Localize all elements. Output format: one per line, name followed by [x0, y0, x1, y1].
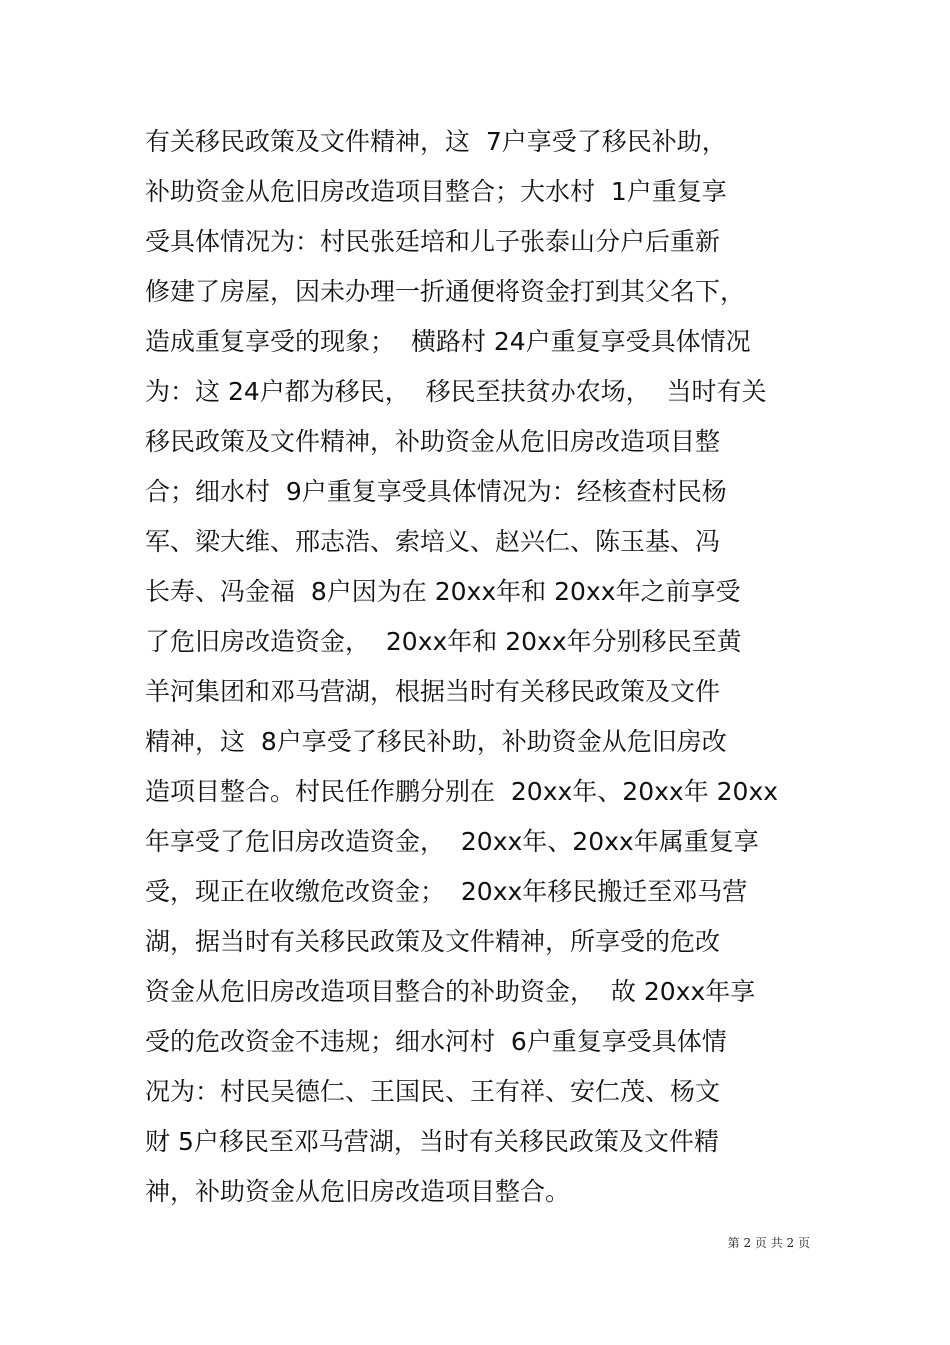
text-line: 了危旧房改造资金， 20xx年和 20xx年分别移民至黄 [145, 627, 742, 656]
text-line: 年享受了危旧房改造资金， 20xx年、20xx年属重复享 [145, 827, 759, 856]
text-line: 受具体情况为：村民张廷培和儿子张泰山分户后重新 [145, 227, 721, 256]
text-line: 造成重复享受的现象； 横路村 24户重复享受具体情况 [145, 327, 751, 356]
body-text [145, 117, 835, 1217]
text-line: 合；细水村 9户重复享受具体情况为：经核查村民杨 [145, 477, 727, 506]
text-line: 羊河集团和邓马营湖，根据当时有关移民政策及文件 [145, 677, 721, 706]
text-line: 况为：村民吴德仁、王国民、王有祥、安仁茂、杨文 [145, 1077, 721, 1106]
text-line: 资金从危旧房改造项目整合的补助资金， 故 20xx年享 [145, 977, 756, 1006]
text-line: 补助资金从危旧房改造项目整合；大水村 1户重复享 [145, 177, 727, 206]
text-line: 有关移民政策及文件精神，这 7户享受了移民补助， [145, 127, 727, 156]
text-line: 湖，据当时有关移民政策及文件精神，所享受的危改 [145, 927, 721, 956]
text-line: 神，补助资金从危旧房改造项目整合。 [145, 1177, 571, 1206]
text-line: 长寿、冯金福 8户因为在 20xx年和 20xx年之前享受 [145, 577, 741, 606]
text-line: 为：这 24户都为移民， 移民至扶贫办农场， 当时有关 [145, 377, 767, 406]
text-line: 财 5户移民至邓马营湖，当时有关移民政策及文件精 [145, 1127, 719, 1156]
text-line: 移民政策及文件精神，补助资金从危旧房改造项目整 [145, 427, 721, 456]
text-line: 修建了房屋，因未办理一折通便将资金打到其父名下， [145, 277, 746, 306]
text-line: 受，现正在收缴危改资金； 20xx年移民搬迁至邓马营 [145, 877, 748, 906]
page-number-footer: 第 2 页 共 2 页 [727, 1236, 810, 1250]
text-line: 精神，这 8户享受了移民补助，补助资金从危旧房改 [145, 727, 727, 756]
text-line: 受的危改资金不违规；细水河村 6户重复享受具体情 [145, 1027, 727, 1056]
text-line: 军、梁大维、邢志浩、索培义、赵兴仁、陈玉基、冯 [145, 527, 721, 556]
text-line: 造项目整合。村民任作鹏分别在 20xx年、20xx年 20xx [145, 777, 779, 806]
